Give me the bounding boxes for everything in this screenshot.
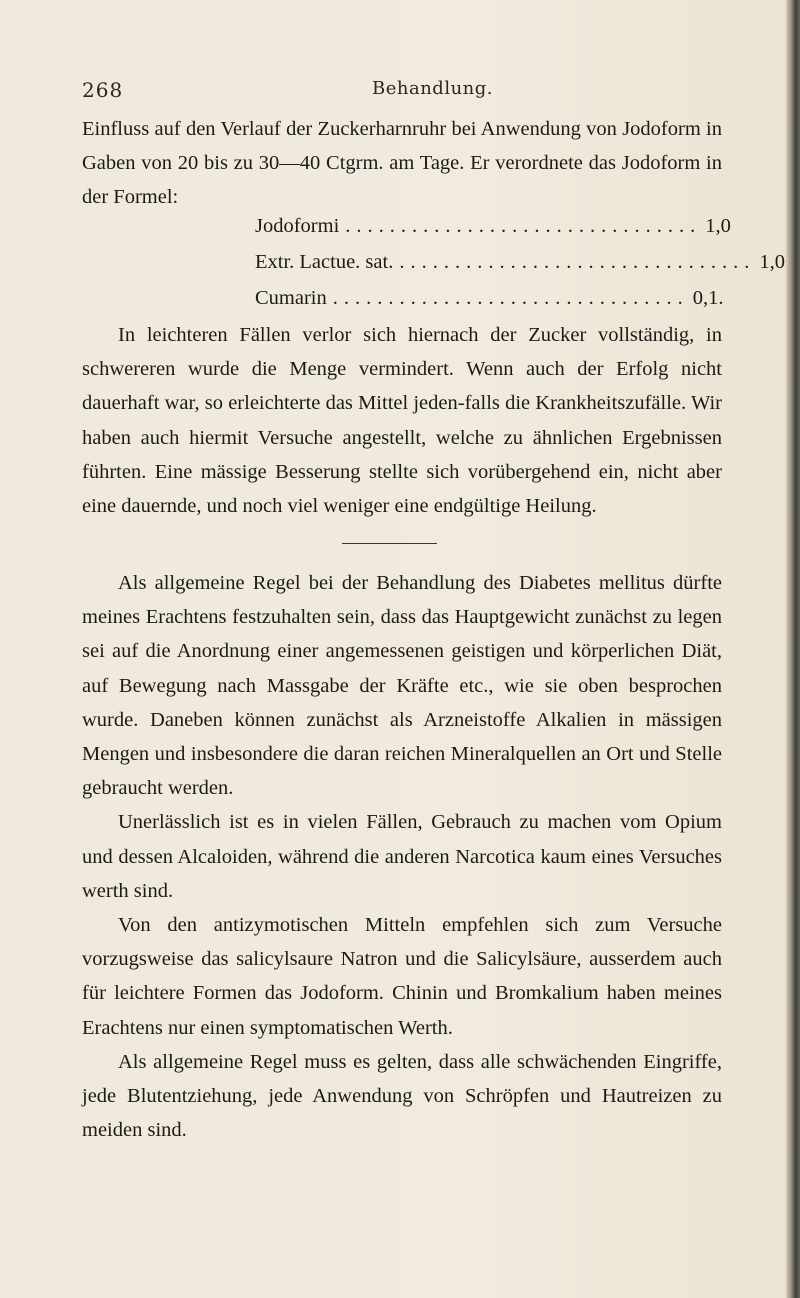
formula-amount: 1,0 xyxy=(705,215,731,237)
formula-leader: ................................ xyxy=(399,251,756,273)
formula-ingredient: Jodoformi xyxy=(255,215,340,237)
paragraph-avoid-weakening: Als allgemeine Regel muss es gelten, dass alle schwächenden Eingriffe, jede Blutentziehung, jede Anwendung von Schröpfen und Hautreizen zu meiden sind. xyxy=(82,1050,722,1142)
intro-paragraph xyxy=(82,112,722,215)
paragraph-diet: Als allgemeine Regel bei der Behandlung des Diabetes mellitus dürfte meines Erachtens festzuhalten sein, dass das Hauptgewicht zunächst zu legen sei auf die Anordnung einer angemessenen geistigen und körperlichen Diät, auf Bewegung nach Massgabe der Kräfte etc., wie sie oben besprochen wurde. Daneben können zunächst als Arzneistoffe Alkalien in mässigen Mengen und insbesondere die daran reichen Mineralquellen an Ort und Stelle gebraucht werden. xyxy=(82,572,722,800)
section-divider xyxy=(342,543,437,544)
intro-text: Einfluss auf den Verlauf der Zuckerharnruhr bei Anwendung von Jodoform in Gaben von 20 bis zu 30—40 Ctgrm. am Tage. Er verordnete das Jodoform in der Formel: xyxy=(82,118,722,209)
formula-leader: ................................ xyxy=(332,287,689,309)
formula-amount: 1,0 xyxy=(759,251,785,273)
formula-ingredient: Extr. Lactue. sat. xyxy=(255,251,394,273)
page-header xyxy=(82,78,722,108)
formula-leader: ................................ xyxy=(345,215,702,237)
formula-amount: 0,1. xyxy=(692,287,724,309)
paragraph-antizymotic: Von den antizymotischen Mitteln empfehlen sich zum Versuche vorzugsweise das salicylsaure Natron und die Salicylsäure, ausserdem auch für leichtere Formen das Jodoform. Chinin und Bromkalium haben meines Erachtens nur einen symptomatischen Werth. xyxy=(82,914,722,1039)
page-number: 268 xyxy=(82,78,124,102)
general-rules-section xyxy=(82,566,722,1147)
results-text: In leichteren Fällen verlor sich hiernach der Zucker vollständig, in schwereren wurde die Menge vermindert. Wenn auch der Erfolg nicht dauerhaft war, so erleichterte das Mittel jeden-falls die Krankheitszufälle. Wir haben auch hiermit Versuche angestellt, welche zu ähnlichen Ergebnissen führten. Eine mässige Besserung stellte sich vorübergehend ein, nicht aber eine dauernde, und noch viel weniger eine endgültige Heilung. xyxy=(82,324,722,518)
formula-ingredient: Cumarin xyxy=(255,287,327,309)
formula-row xyxy=(255,251,785,287)
page-binding-edge xyxy=(786,0,800,1298)
paragraph-opium: Unerlässlich ist es in vielen Fällen, Gebrauch zu machen vom Opium und dessen Alcaloiden, während die anderen Narcotica kaum eines Versuches werth sind. xyxy=(82,811,722,902)
prescription-formula xyxy=(255,215,785,323)
formula-row xyxy=(255,215,731,251)
running-title: Behandlung. xyxy=(372,78,494,99)
results-paragraph xyxy=(82,318,722,523)
